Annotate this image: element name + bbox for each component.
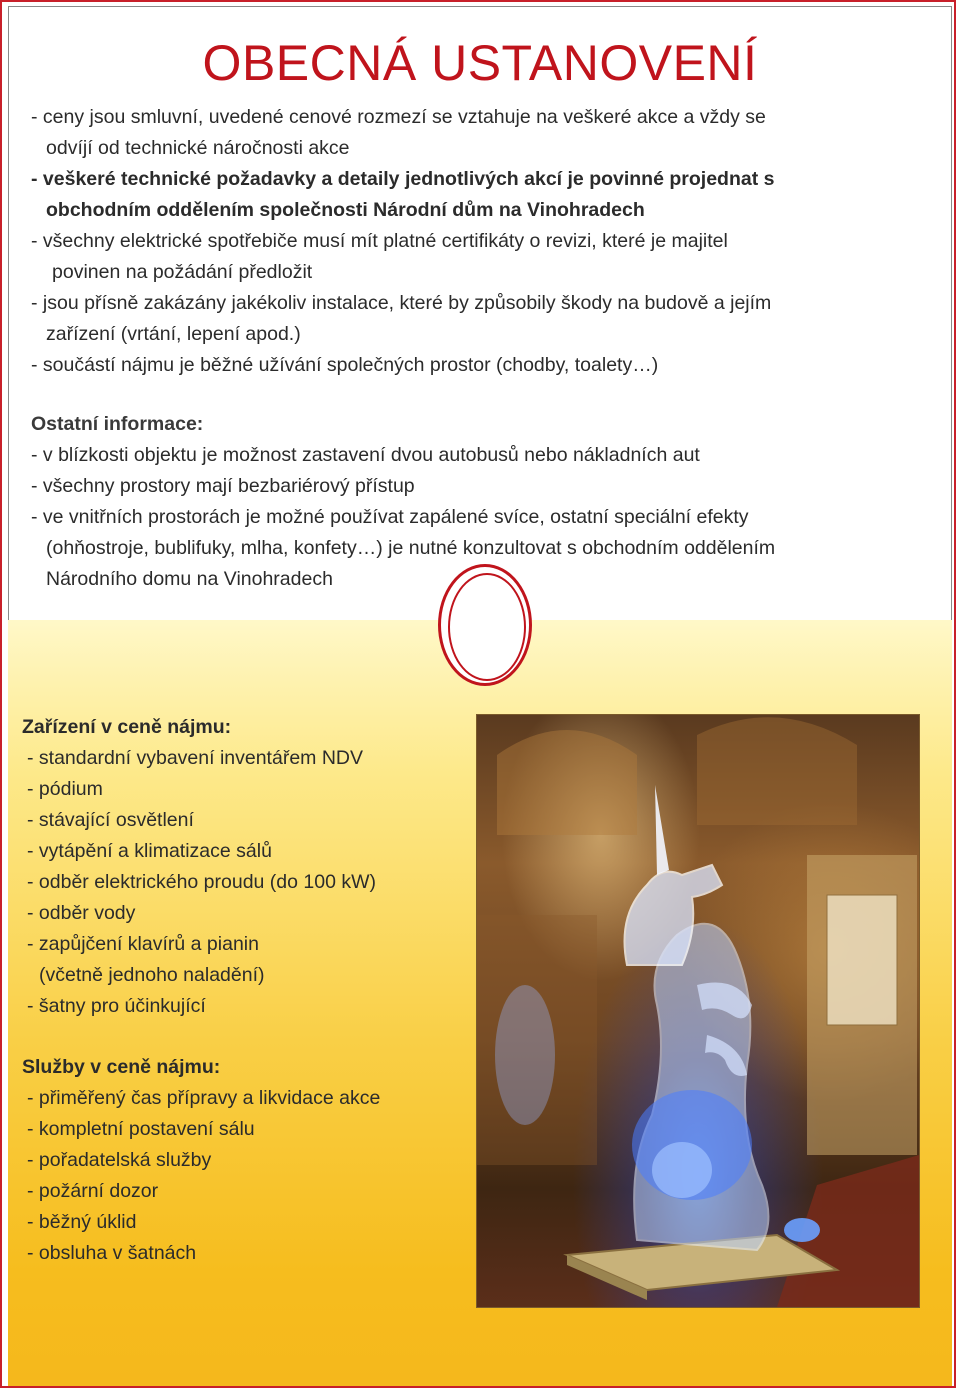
equipment-item: - stávající osvětlení [27, 809, 194, 831]
equipment-item: - šatny pro účinkující [27, 995, 206, 1017]
spacer [22, 1022, 462, 1052]
equipment-item: - zapůjčení klavírů a pianin [27, 933, 259, 955]
ice-sculpture-photo [476, 714, 920, 1308]
page-title: OBECNÁ USTANOVENÍ [202, 35, 758, 91]
other-info-line: - všechny prostory mají bezbariérový přístup [31, 475, 415, 497]
general-provisions-panel [8, 6, 952, 622]
equipment-item: - odběr elektrického proudu (do 100 kW) [27, 871, 377, 893]
rule-line: - všechny elektrické spotřebiče musí mít platné certifikáty o revizi, které je majitel [31, 230, 728, 252]
other-info-line: - v blízkosti objektu je možnost zastavení dvou autobusů nebo nákladních aut [31, 444, 700, 466]
other-info-heading: Ostatní informace: [31, 413, 204, 435]
equipment-heading: Zařízení v ceně nájmu: [22, 716, 232, 738]
included-lists [22, 712, 462, 1269]
equipment-item: - odběr vody [27, 902, 136, 924]
rule-line: - ceny jsou smluvní, uvedené cenové rozmezí se vztahuje na veškeré akce a vždy se [31, 106, 766, 128]
equipment-item: - standardní vybavení inventářem NDV [27, 747, 363, 769]
service-item: - přiměřený čas přípravy a likvidace akce [27, 1087, 381, 1109]
rule-line-bold: - veškeré technické požadavky a detaily jednotlivých akcí je povinné projednat s [31, 168, 775, 190]
other-info-line: Národního domu na Vinohradech [46, 568, 333, 590]
other-info-line: - ve vnitřních prostorách je možné používat zapálené svíce, ostatní speciální efekty [31, 506, 749, 528]
service-item: - pořadatelská služby [27, 1149, 212, 1171]
equipment-item: (včetně jednoho naladění) [39, 964, 265, 986]
decorative-oval [438, 564, 536, 684]
service-item: - obsluha v šatnách [27, 1242, 197, 1264]
oval-outer-ring [438, 564, 532, 686]
oval-inner-ring [448, 573, 526, 681]
rule-line: - jsou přísně zakázány jakékoliv instalace, které by způsobily škody na budově a jejím [31, 292, 772, 314]
services-heading: Služby v ceně nájmu: [22, 1056, 221, 1078]
equipment-item: - vytápění a klimatizace sálů [27, 840, 272, 862]
other-info-line: (ohňostroje, bublifuky, mlha, konfety…) je nutné konzultovat s obchodním oddělením [46, 537, 776, 559]
service-item: - běžný úklid [27, 1211, 137, 1233]
rule-line: zařízení (vrtání, lepení apod.) [46, 323, 301, 345]
rule-line-bold: obchodním oddělením společnosti Národní dům na Vinohradech [46, 199, 645, 221]
rules-list [31, 102, 941, 595]
rule-line: - součástí nájmu je běžné užívání společných prostor (chodby, toalety…) [31, 354, 659, 376]
service-item: - kompletní postavení sálu [27, 1118, 255, 1140]
spacer [31, 381, 941, 409]
rule-line: povinen na požádání předložit [52, 261, 313, 283]
rule-line: odvíjí od technické náročnosti akce [46, 137, 350, 159]
ice-sculpture-illustration [477, 715, 919, 1307]
equipment-item: - pódium [27, 778, 103, 800]
service-item: - požární dozor [27, 1180, 159, 1202]
